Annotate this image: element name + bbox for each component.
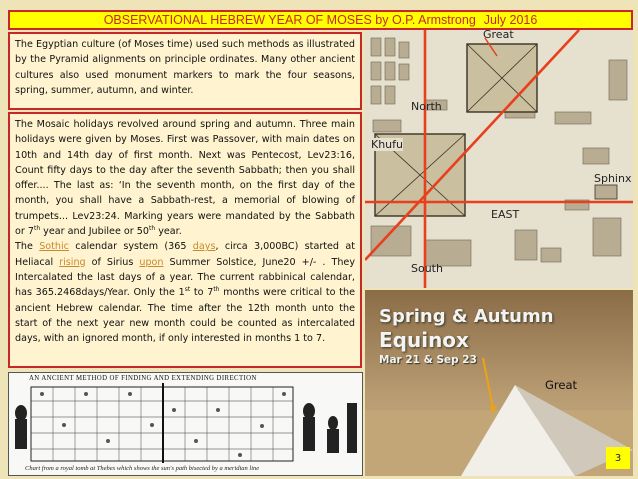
page-title: OBSERVATIONAL HEBREW YEAR OF MOSES by O.P. Armstrong xyxy=(103,13,476,27)
page-number-badge: 3 xyxy=(606,447,630,469)
main-p2-e: Summer Solstice, June20 +/- . They Intercalated the last days of a year. The current rabbinical calendar, has 365.2468days/Year. Only the 1 xyxy=(15,256,355,299)
main-p1-end: year. xyxy=(155,226,182,238)
link-upon[interactable]: upon xyxy=(139,256,164,268)
chart-heading: AN ANCIENT METHOD OF FINDING AND EXTENDING DIRECTION xyxy=(29,375,257,382)
main-p2-g: months were critical to the ancient Hebrew calendar. The time after the 12th month unto the start of the next year new month could be counted as intercalated days, with an ignored month, if only interested in months 1 to 7. xyxy=(15,287,355,345)
main-p2-a: The xyxy=(15,241,40,253)
title-bar xyxy=(8,10,633,30)
pyramid-map xyxy=(365,30,633,288)
link-rising[interactable]: rising xyxy=(59,256,86,268)
ancient-direction-chart xyxy=(8,372,363,476)
main-p2-d: of Sirius xyxy=(85,256,140,268)
map-label-east: EAST xyxy=(491,208,520,221)
photo-dates: Mar 21 & Sep 23 xyxy=(379,354,477,366)
link-days[interactable]: days xyxy=(192,241,216,253)
sup-st: st xyxy=(184,286,191,294)
map-label-north: North xyxy=(411,100,442,113)
sup-th-1: th xyxy=(33,224,41,232)
sup-th-3: th xyxy=(213,286,220,294)
main-p2-b: calendar system (365 xyxy=(68,241,193,253)
intro-text: The Egyptian culture (of Moses time) used such methods as illustrated by the Pyramid alignments on principle ordinates. Many other ancient cultures also used monument markers to mark the four seasons, spring, summer, autumn, and winter. xyxy=(15,39,355,97)
map-label-great: Great xyxy=(483,30,514,41)
main-p1: The Mosaic holidays revolved around spring and autumn. Three main holidays were given by Moses. First was Passover, with main dates on 10th and 14th day of first month. Next was Pentecost, Lev23:16, Count fifty days to the day after the seventh Sabbath; then you shall offer.... The last as: ‘In the seventh month, on the first day of the month, you shall have a Sabbath-rest, a memorial of blowing of trumpets... Lev23:24. Marking years were mandated by the Sabbath or 7 xyxy=(15,119,355,238)
sup-th-2: th xyxy=(148,224,156,232)
pyramid-map-drawing xyxy=(365,30,633,288)
main-p2-f: to 7 xyxy=(190,287,214,299)
chart-caption: Chart from a royal tomb at Thebes which shows the sun's path bisected by a meridian line xyxy=(25,465,260,472)
photo-label-great: Great xyxy=(545,378,578,392)
photo-title-line1: Spring & Autumn xyxy=(379,306,554,327)
main-p2-c: , circa 3,000BC) started at Heliacal xyxy=(15,241,356,268)
tomb-chart-drawing xyxy=(9,373,363,476)
photo-title-line2: Equinox xyxy=(379,328,469,352)
title-date: July 2016 xyxy=(483,13,538,27)
map-label-sphinx: Sphinx xyxy=(594,172,632,185)
map-label-south: South xyxy=(411,262,443,275)
equinox-photo xyxy=(365,290,633,476)
map-label-khufu: Khufu xyxy=(371,138,404,151)
intro-text-box xyxy=(8,32,362,110)
main-text-box xyxy=(8,112,362,368)
main-p1-tail: year and Jubilee or 50 xyxy=(40,226,149,238)
link-sothic[interactable]: Sothic xyxy=(39,241,69,253)
